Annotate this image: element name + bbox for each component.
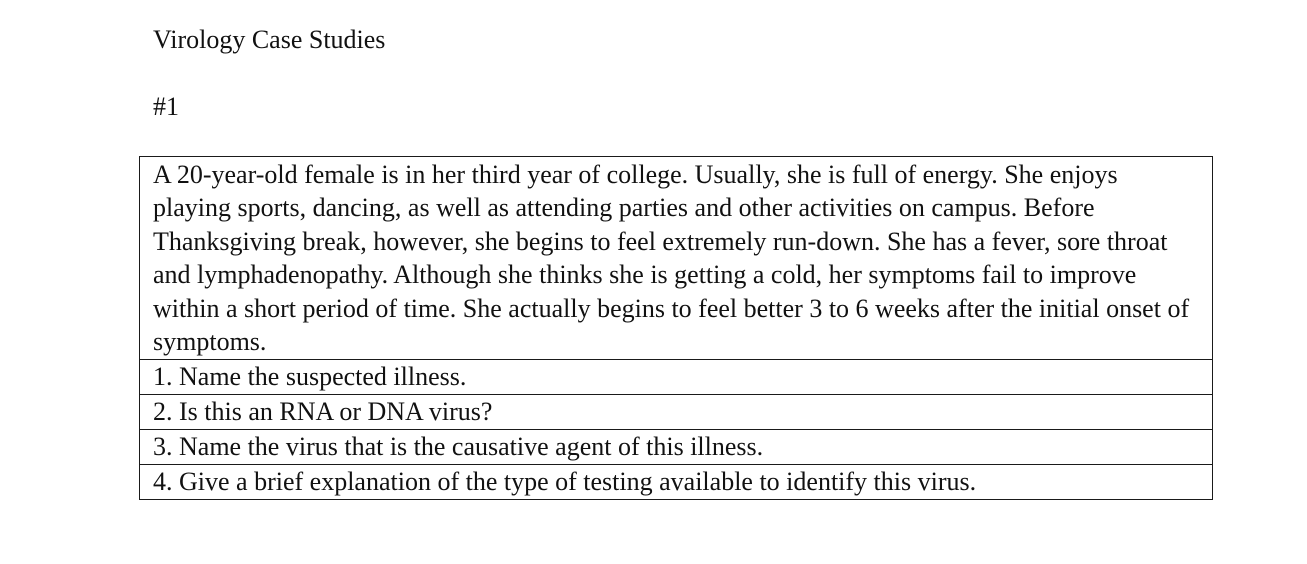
scenario-row bbox=[140, 157, 1213, 360]
question-row bbox=[140, 395, 1213, 430]
question-3: 3. Name the virus that is the causative agent of this illness. bbox=[140, 430, 1213, 465]
case-scenario-text: A 20-year-old female is in her third year of college. Usually, she is full of energy. She enjoys playing sports, dancing, as well as attending parties and other activities on campus. Before Thanksgiving break, however, she begins to feel extremely run-down. She has a fever, sore throat and lymphadenopathy. Although she thinks she is getting a cold, her symptoms fail to improve within a short period of time. She actually begins to feel better 3 to 6 weeks after the initial onset of symptoms. bbox=[140, 157, 1213, 360]
question-row bbox=[140, 360, 1213, 395]
document-title: Virology Case Studies bbox=[153, 25, 386, 54]
question-2: 2. Is this an RNA or DNA virus? bbox=[140, 395, 1213, 430]
question-1: 1. Name the suspected illness. bbox=[140, 360, 1213, 395]
question-row bbox=[140, 465, 1213, 500]
question-row bbox=[140, 430, 1213, 465]
case-number-heading: #1 bbox=[153, 92, 179, 121]
case-study-table bbox=[139, 156, 1213, 500]
question-4: 4. Give a brief explanation of the type of testing available to identify this virus. bbox=[140, 465, 1213, 500]
